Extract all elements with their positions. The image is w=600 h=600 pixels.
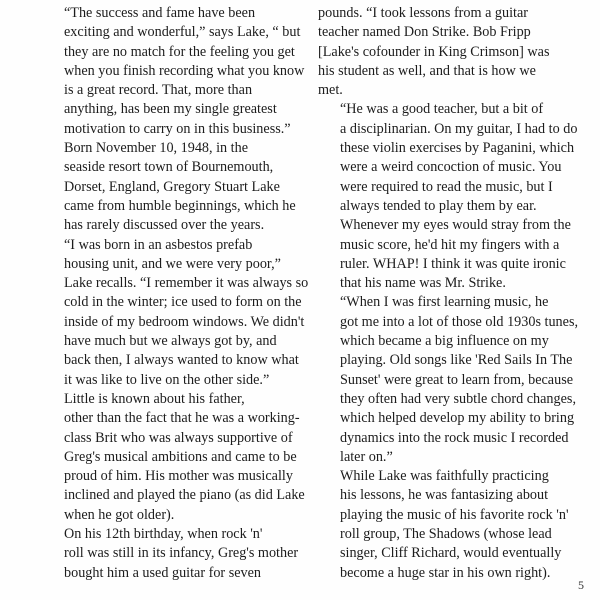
- paragraph: [318, 100, 580, 293]
- text-line: proud of him. His mother was musically: [64, 468, 293, 485]
- text-line: [Lake's cofounder in King Crimson] was: [318, 43, 550, 60]
- page-number: 5: [578, 578, 584, 592]
- text-line: singer, Cliff Richard, would eventually: [340, 545, 562, 562]
- text-line: they are no match for the feeling you get: [64, 43, 295, 60]
- text-line: class Brit who was always supportive of: [64, 429, 293, 446]
- left-text-column: [42, 4, 309, 583]
- text-line: motivation to carry on in this business.”: [64, 120, 291, 137]
- text-line: become a huge star in his own right).: [340, 564, 551, 581]
- text-line: Dorset, England, Gregory Stuart Lake: [64, 178, 280, 195]
- text-line: have much but we always got by, and: [64, 333, 277, 350]
- text-line: “He was a good teacher, but a bit of: [340, 101, 544, 118]
- text-line: playing the music of his favorite rock 'n': [340, 506, 569, 523]
- text-line: which became a big influence on my: [340, 333, 549, 350]
- text-line: came from humble beginnings, which he: [64, 197, 296, 214]
- paragraph: [318, 293, 580, 467]
- text-line: pounds. “I took lessons from a guitar: [318, 5, 529, 21]
- text-line: when you finish recording what you know: [64, 62, 305, 79]
- text-line: housing unit, and we were very poor,”: [64, 255, 281, 272]
- text-line: exciting and wonderful,” says Lake, “ but: [64, 24, 301, 41]
- text-line: anything, has been my single greatest: [64, 101, 277, 118]
- text-line: “I was born in an asbestos prefab: [64, 236, 253, 253]
- text-line: his student as well, and that is how we: [318, 62, 536, 79]
- paragraph: [318, 4, 580, 100]
- paragraph: [42, 390, 304, 525]
- text-line: Little is known about his father,: [64, 390, 245, 407]
- text-line: “When I was first learning music, he: [340, 294, 549, 311]
- text-line: roll group, The Shadows (whose lead: [340, 526, 552, 543]
- text-line: that his name was Mr. Strike.: [340, 275, 506, 292]
- text-line: Whenever my eyes would stray from the: [340, 217, 571, 234]
- text-line: were required to read the music, but I: [340, 178, 553, 195]
- text-line: dynamics into the rock music I recorded: [340, 429, 569, 446]
- text-line: these violin exercises by Paganini, which: [340, 140, 575, 157]
- text-line: ruler. WHAP! I think it was quite ironic: [340, 255, 566, 272]
- text-line: While Lake was faithfully practicing: [340, 468, 549, 485]
- paragraph: [42, 236, 309, 390]
- text-line: bought him a used guitar for seven: [64, 564, 262, 581]
- text-line: music score, he'd hit my fingers with a: [340, 236, 560, 253]
- text-line: playing. Old songs like 'Red Sails In The: [340, 352, 573, 369]
- text-line: later on.”: [340, 448, 393, 465]
- paragraph: [318, 467, 580, 583]
- text-line: a disciplinarian. On my guitar, I had to do: [340, 120, 578, 137]
- paragraph: [42, 139, 304, 235]
- text-line: his lessons, he was fantasizing about: [340, 487, 549, 504]
- paragraph: [42, 4, 304, 139]
- paragraph: [42, 525, 304, 583]
- text-line: teacher named Don Strike. Bob Fripp: [318, 24, 531, 41]
- text-line: Greg's musical ambitions and came to be: [64, 448, 297, 465]
- text-line: “The success and fame have been: [64, 5, 256, 21]
- text-line: got me into a lot of those old 1930s tunes,: [340, 313, 579, 330]
- text-line: always tended to play them by ear.: [340, 197, 537, 214]
- text-line: inclined and played the piano (as did Lake: [64, 487, 305, 504]
- text-line: inside of my bedroom windows. We didn't: [64, 313, 305, 330]
- text-line: met.: [318, 82, 343, 99]
- text-line: it was like to live on the other side.”: [64, 371, 270, 388]
- text-line: seaside resort town of Bournemouth,: [64, 159, 274, 176]
- text-line: On his 12th birthday, when rock 'n': [64, 526, 263, 543]
- right-text-column: [318, 4, 580, 583]
- text-line: they often had very subtle chord changes,: [340, 390, 576, 407]
- text-line: when he got older).: [64, 506, 175, 523]
- text-line: roll was still in its infancy, Greg's mother: [64, 545, 299, 562]
- text-line: Born November 10, 1948, in the: [64, 140, 249, 157]
- text-line: back then, I always wanted to know what: [64, 352, 299, 369]
- text-line: other than the fact that he was a working-: [64, 410, 300, 427]
- text-line: which helped develop my ability to bring: [340, 410, 575, 427]
- text-line: cold in the winter; ice used to form on the: [64, 294, 302, 311]
- text-line: were a weird concoction of music. You: [340, 159, 562, 176]
- text-line: is a great record. That, more than: [64, 82, 253, 99]
- text-line: Sunset' were great to learn from, because: [340, 371, 574, 388]
- text-line: Lake recalls. “I remember it was always so: [64, 275, 309, 292]
- text-line: has rarely discussed over the years.: [64, 217, 265, 234]
